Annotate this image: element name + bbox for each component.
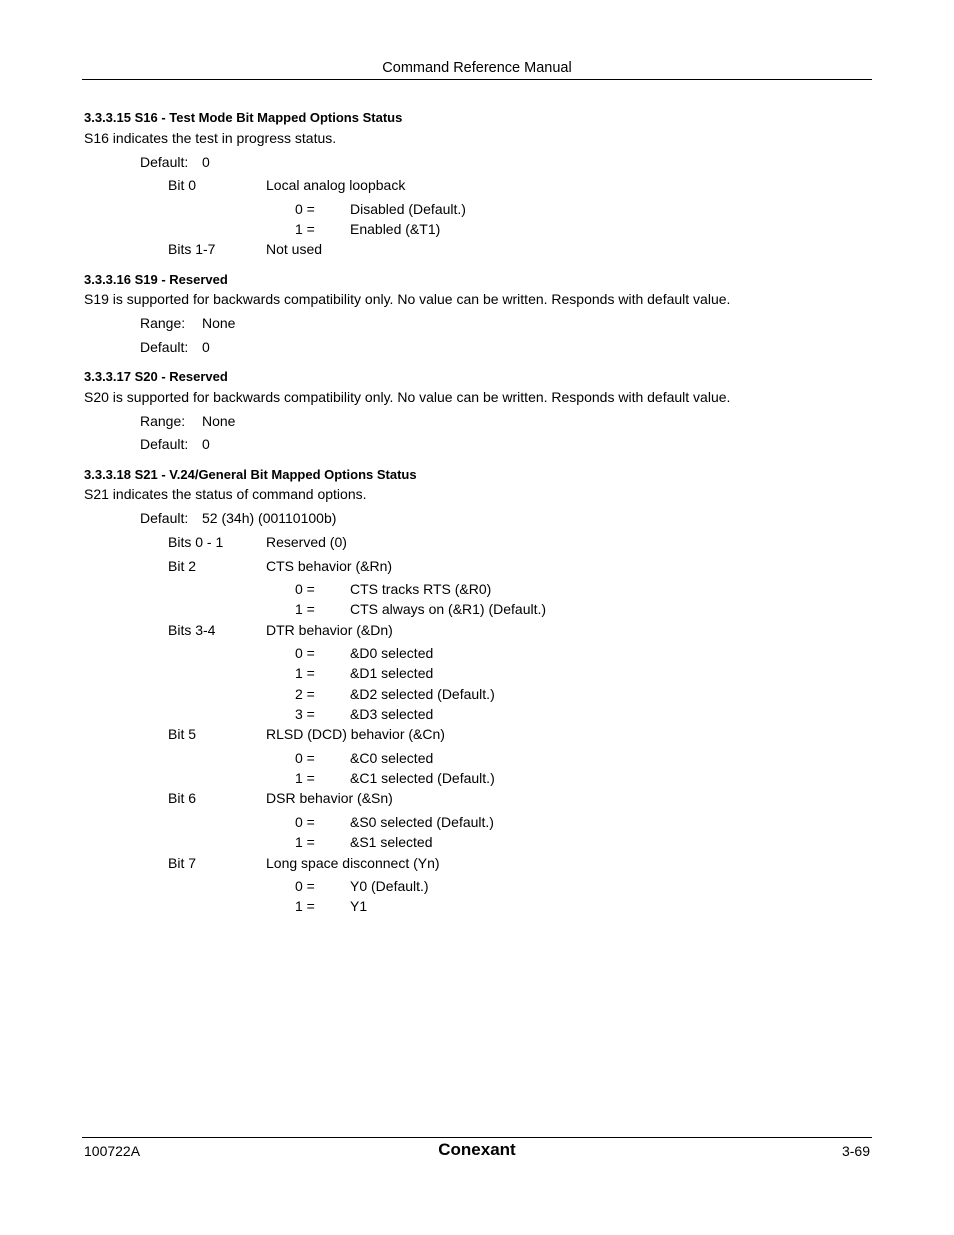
section-heading-s19: 3.3.3.16 S19 - Reserved	[84, 272, 228, 287]
value-text: &S0 selected (Default.)	[350, 814, 494, 830]
default-label: Default:	[140, 339, 189, 355]
value-text: Y1	[350, 898, 368, 914]
value-key: 0 =	[295, 645, 315, 661]
bit-label: Bits 1-7	[168, 241, 216, 257]
bit-desc: DTR behavior (&Dn)	[266, 622, 393, 638]
value-key: 1 =	[295, 898, 315, 914]
value-text: Disabled (Default.)	[350, 201, 466, 217]
bit-desc: CTS behavior (&Rn)	[266, 558, 393, 574]
value-text: Enabled (&T1)	[350, 221, 441, 237]
page-header-title: Command Reference Manual	[382, 60, 572, 76]
section-desc-s16: S16 indicates the test in progress status.	[84, 130, 337, 146]
section-desc-s20: S20 is supported for backwards compatibility only. No value can be written. Responds with default value.	[84, 389, 731, 405]
section-heading-s21: 3.3.3.18 S21 - V.24/General Bit Mapped Options Status	[84, 467, 417, 482]
value-key: 1 =	[295, 770, 315, 786]
footer-page-number: 3-69	[841, 1143, 870, 1159]
value-key: 0 =	[295, 750, 315, 766]
default-label: Default:	[140, 510, 189, 526]
bit-desc: Long space disconnect (Yn)	[266, 855, 440, 871]
value-key: 2 =	[295, 686, 315, 702]
bit-label: Bits 3-4	[168, 622, 216, 638]
value-text: CTS always on (&R1) (Default.)	[350, 601, 547, 617]
value-text: &C0 selected	[350, 750, 434, 766]
header-rule	[82, 79, 872, 80]
value-key: 1 =	[295, 221, 315, 237]
value-text: &S1 selected	[350, 834, 433, 850]
value-text: Y0 (Default.)	[350, 878, 429, 894]
value-text: CTS tracks RTS (&R0)	[350, 581, 492, 597]
default-value: 0	[202, 339, 210, 355]
value-key: 0 =	[295, 201, 315, 217]
bit-desc: DSR behavior (&Sn)	[266, 790, 393, 806]
section-desc-s19: S19 is supported for backwards compatibility only. No value can be written. Responds with default value.	[84, 291, 731, 307]
bit-desc: RLSD (DCD) behavior (&Cn)	[266, 726, 445, 742]
value-key: 0 =	[295, 878, 315, 894]
default-label: Default:	[140, 436, 189, 452]
value-text: &D2 selected (Default.)	[350, 686, 495, 702]
section-desc-s21: S21 indicates the status of command options.	[84, 486, 367, 502]
default-value: 0	[202, 154, 210, 170]
value-key: 0 =	[295, 814, 315, 830]
value-text: &C1 selected (Default.)	[350, 770, 495, 786]
range-value: None	[202, 315, 236, 331]
default-label: Default:	[140, 154, 189, 170]
footer-company: Conexant	[438, 1140, 516, 1159]
bit-desc: Local analog loopback	[266, 177, 406, 193]
value-key: 1 =	[295, 834, 315, 850]
value-text: &D3 selected	[350, 706, 434, 722]
range-value: None	[202, 413, 236, 429]
value-key: 3 =	[295, 706, 315, 722]
value-key: 1 =	[295, 665, 315, 681]
value-text: &D1 selected	[350, 665, 434, 681]
value-key: 1 =	[295, 601, 315, 617]
value-text: &D0 selected	[350, 645, 434, 661]
bit-desc: Reserved (0)	[266, 534, 347, 550]
bit-label: Bit 7	[168, 855, 197, 871]
bit-label: Bit 5	[168, 726, 197, 742]
default-value: 0	[202, 436, 210, 452]
footer-doc-number: 100722A	[84, 1143, 141, 1159]
bit-label: Bit 0	[168, 177, 197, 193]
range-label: Range:	[140, 315, 186, 331]
bit-label: Bit 2	[168, 558, 197, 574]
bit-label: Bit 6	[168, 790, 197, 806]
section-heading-s16: 3.3.3.15 S16 - Test Mode Bit Mapped Options Status	[84, 110, 403, 125]
section-heading-s20: 3.3.3.17 S20 - Reserved	[84, 369, 228, 384]
range-label: Range:	[140, 413, 186, 429]
default-value: 52 (34h) (00110100b)	[202, 510, 337, 526]
bit-desc: Not used	[266, 241, 323, 257]
value-key: 0 =	[295, 581, 315, 597]
bit-label: Bits 0 - 1	[168, 534, 224, 550]
footer-rule	[82, 1137, 872, 1138]
